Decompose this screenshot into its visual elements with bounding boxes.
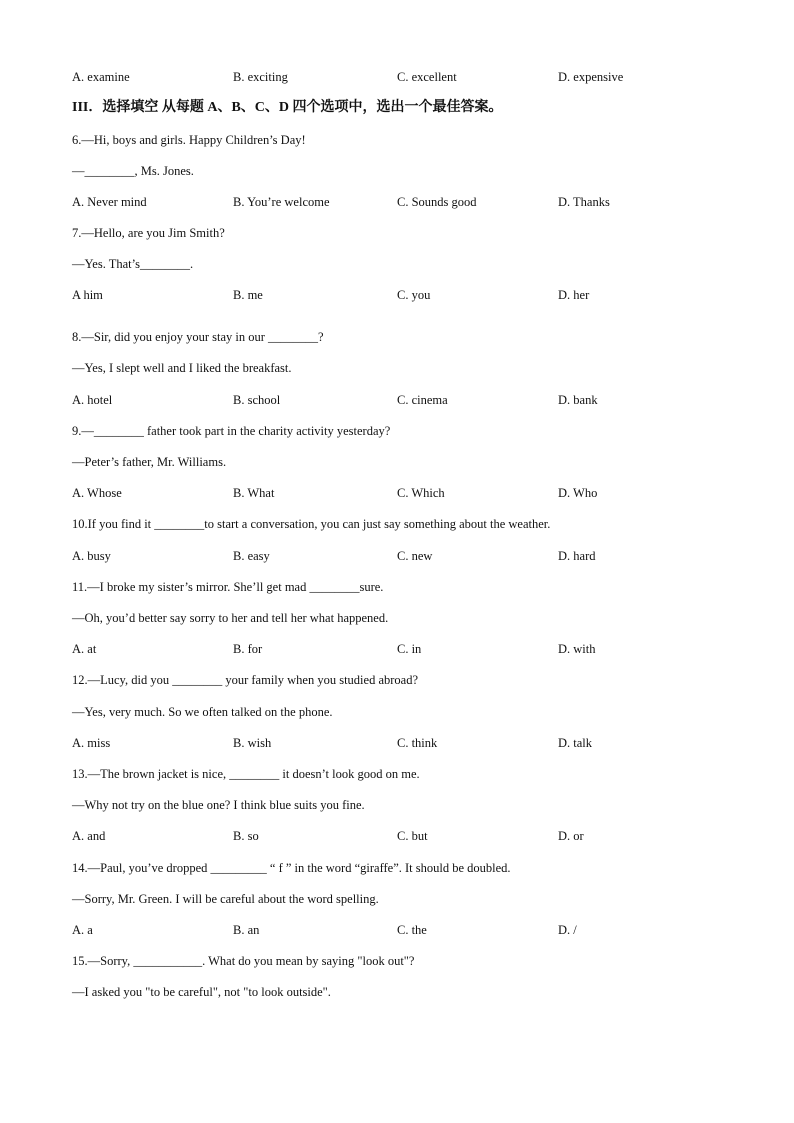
q12-option-a: A. miss: [72, 736, 111, 750]
q12-response: —Yes, very much. So we often talked on the phone.: [72, 705, 333, 719]
q14-prompt: 14.—Paul, you’ve dropped _________ “ f ” in the word “giraffe”. It should be doubled.: [72, 861, 511, 875]
q7-option-c: C. you: [397, 288, 431, 302]
q8-option-a: A. hotel: [72, 393, 113, 407]
q7-option-b: B. me: [233, 288, 263, 302]
q11-option-d: D. with: [558, 642, 596, 656]
q6-option-b: B. You’re welcome: [233, 195, 330, 209]
q12-option-d: D. talk: [558, 736, 593, 750]
q15-response: —I asked you "to be careful", not "to look outside".: [72, 985, 331, 999]
q10-options: [72, 548, 712, 564]
q10-option-c: C. new: [397, 549, 433, 563]
q13-prompt: 13.—The brown jacket is nice, ________ it doesn’t look good on me.: [72, 767, 420, 781]
q5-option-d: D. expensive: [558, 70, 624, 84]
q11-option-a: A. at: [72, 642, 97, 656]
q11-prompt: 11.—I broke my sister’s mirror. She’ll get mad ________sure.: [72, 580, 384, 594]
q9-options: [72, 485, 712, 501]
q13-option-c: C. but: [397, 829, 428, 843]
q13-option-a: A. and: [72, 829, 106, 843]
q14-option-d: D. /: [558, 923, 577, 937]
q12-option-b: B. wish: [233, 736, 272, 750]
q11-response: —Oh, you’d better say sorry to her and tell her what happened.: [72, 611, 389, 625]
q8-response: —Yes, I slept well and I liked the breakfast.: [72, 361, 292, 375]
q9-option-d: D. Who: [558, 486, 598, 500]
q13-options: [72, 828, 712, 844]
q8-option-c: C. cinema: [397, 393, 448, 407]
q7-prompt: 7.—Hello, are you Jim Smith?: [72, 226, 225, 240]
q13-option-d: D. or: [558, 829, 584, 843]
q12-option-c: C. think: [397, 736, 438, 750]
q10-prompt: 10.If you find it ________to start a conversation, you can just say something about the weather.: [72, 517, 551, 531]
q7-response: —Yes. That’s________.: [72, 257, 194, 271]
q9-response: —Peter’s father, Mr. Williams.: [72, 455, 227, 469]
q13-response: —Why not try on the blue one? I think blue suits you fine.: [72, 798, 365, 812]
q5-options: [72, 69, 712, 85]
q13-option-b: B. so: [233, 829, 259, 843]
q5-option-b: B. exciting: [233, 70, 288, 84]
q7-option-d: D. her: [558, 288, 590, 302]
q8-options: [72, 392, 712, 408]
q9-option-b: B. What: [233, 486, 275, 500]
q9-prompt: 9.—________ father took part in the charity activity yesterday?: [72, 424, 391, 438]
q14-response: —Sorry, Mr. Green. I will be careful about the word spelling.: [72, 892, 379, 906]
q10-option-d: D. hard: [558, 549, 596, 563]
q5-option-a: A. examine: [72, 70, 130, 84]
q12-prompt: 12.—Lucy, did you ________ your family when you studied abroad?: [72, 673, 419, 687]
q8-prompt: 8.—Sir, did you enjoy your stay in our ________?: [72, 330, 324, 344]
q8-option-b: B. school: [233, 393, 281, 407]
q10-option-b: B. easy: [233, 549, 270, 563]
q14-option-a: A. a: [72, 923, 93, 937]
q14-option-b: B. an: [233, 923, 260, 937]
q7-options: [72, 287, 712, 303]
q15-prompt: 15.—Sorry, ___________. What do you mean by saying "look out"?: [72, 954, 415, 968]
q9-option-a: A. Whose: [72, 486, 122, 500]
q6-response: —________, Ms. Jones.: [72, 164, 194, 178]
q12-options: [72, 735, 712, 751]
q14-option-c: C. the: [397, 923, 427, 937]
q6-option-d: D. Thanks: [558, 195, 610, 209]
q5-option-c: C. excellent: [397, 70, 457, 84]
q6-options: [72, 194, 712, 210]
q9-option-c: C. Which: [397, 486, 445, 500]
q6-prompt: 6.—Hi, boys and girls. Happy Children’s Day!: [72, 133, 306, 147]
q6-option-a: A. Never mind: [72, 195, 147, 209]
q10-option-a: A. busy: [72, 549, 111, 563]
q6-option-c: C. Sounds good: [397, 195, 477, 209]
q11-option-b: B. for: [233, 642, 263, 656]
q14-options: [72, 922, 712, 938]
q8-option-d: D. bank: [558, 393, 598, 407]
q7-option-a: A him: [72, 288, 103, 302]
q11-option-c: C. in: [397, 642, 422, 656]
q11-options: [72, 641, 712, 657]
section-heading: III．选择填空 从每题 A、B、C、D 四个选项中，选出一个最佳答案。: [72, 100, 503, 115]
